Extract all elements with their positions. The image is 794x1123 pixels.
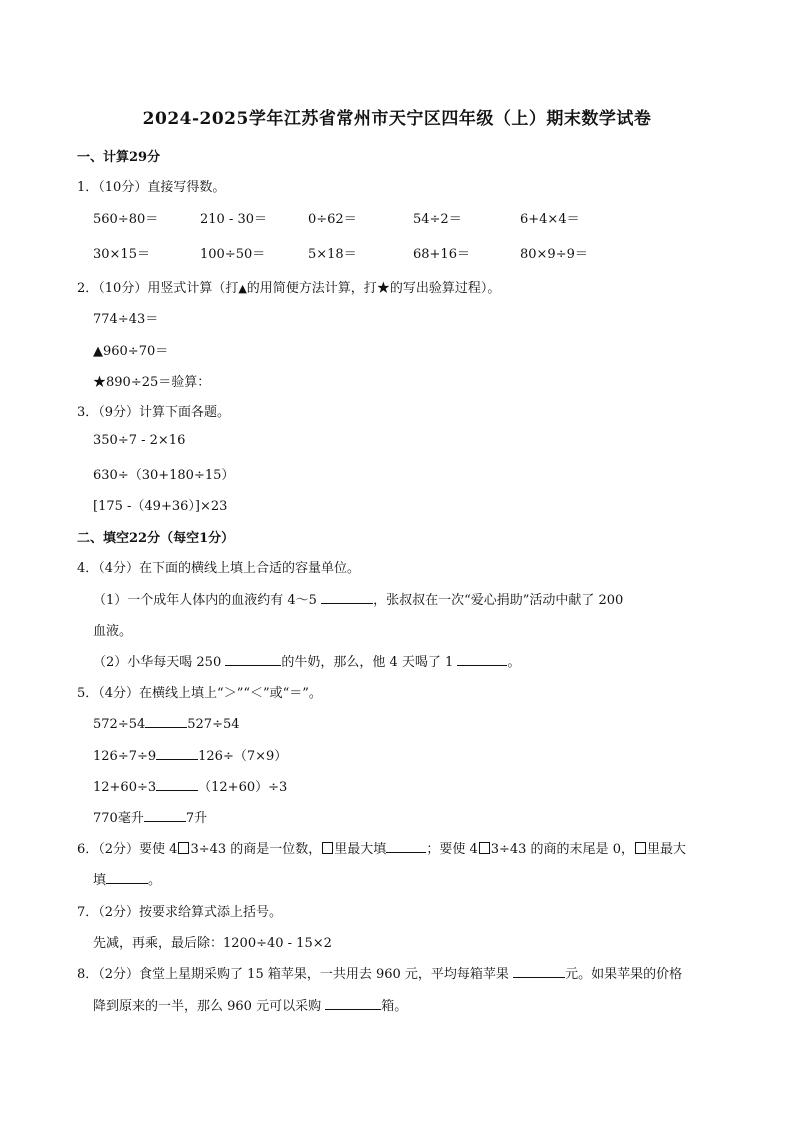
q4-part-1-cont: 血液。: [93, 624, 133, 639]
q6-text: 。: [148, 873, 162, 888]
q2-text: 的用简便方法计算，打: [246, 281, 377, 296]
q4-text: 的牛奶，那么，他 4 天喝了 1: [281, 655, 458, 670]
q2-item: ▲960÷70＝: [93, 344, 169, 359]
answer-blank[interactable]: [386, 838, 426, 853]
answer-blank[interactable]: [325, 995, 381, 1010]
q1-item: 210 - 30＝: [200, 212, 268, 227]
q6-text: 3÷43 的商的末尾是 0，: [490, 842, 634, 857]
q6-text: 6．（2分）要使 4: [77, 842, 178, 857]
q6-text: 里最大填: [334, 842, 387, 857]
question-6: [77, 838, 686, 857]
q5-left: 770毫升: [93, 811, 144, 826]
square-box-icon: [479, 842, 490, 854]
q1-item: 68+16＝: [413, 247, 470, 262]
q5-right: （12+60）÷3: [198, 780, 288, 795]
q2-text: 2．（10分）用竖式计算（打: [77, 281, 239, 296]
page-title: 2024-2025学年江苏省常州市天宁区四年级（上）期末数学试卷: [142, 109, 652, 129]
q3-item: [175 -（49+36）]×23: [93, 499, 228, 514]
q6-text: 里最大: [646, 842, 686, 857]
q5-left: 126÷7÷9: [93, 749, 157, 764]
q1-item: 30×15＝: [93, 247, 150, 262]
q1-item: 0÷62＝: [308, 212, 357, 227]
q6-text: 填: [93, 873, 107, 888]
answer-blank[interactable]: [145, 713, 187, 728]
q4-text: （1）一个成年人体内的血液约有 4～5: [93, 593, 322, 608]
square-box-icon: [178, 842, 189, 854]
q8-text: 箱。: [381, 999, 408, 1014]
q6-text: 3÷43 的商是一位数，: [190, 842, 322, 857]
question-5-heading: 5．（4分）在横线上填上“＞”“＜”或“＝”。: [77, 686, 322, 701]
q3-item: 630÷（30+180÷15）: [93, 468, 235, 483]
q5-right: 126÷（7×9）: [198, 749, 288, 764]
question-1-heading: 1．（10分）直接写得数。: [77, 180, 226, 195]
q6-text: ；要使 4: [426, 842, 478, 857]
q5-left: 572÷54: [93, 717, 146, 732]
question-8-cont: [93, 995, 407, 1014]
q2-text: 的写出验算过程）。: [389, 281, 501, 296]
q5-right: 527÷54: [187, 717, 240, 732]
question-8: [77, 963, 682, 982]
answer-blank[interactable]: [225, 651, 281, 666]
q7-expression: 先减，再乘，最后除：1200÷40 - 15×2: [93, 936, 332, 951]
q8-text: 元。如果苹果的价格: [565, 967, 683, 982]
square-box-icon: [635, 842, 646, 854]
q5-item: [93, 745, 287, 764]
q4-text: （2）小华每天喝 250: [93, 655, 226, 670]
q1-item: 80×9÷9＝: [520, 247, 588, 262]
square-box-icon: [322, 842, 333, 854]
q4-part-2: [93, 651, 520, 670]
q8-text: 降到原来的一半，那么 960 元可以采购: [93, 999, 326, 1014]
q3-item: 350÷7 - 2×16: [93, 433, 186, 448]
star-icon: ★: [376, 281, 390, 296]
question-2-heading: [77, 277, 500, 296]
q4-part-1: [93, 589, 623, 608]
question-7-heading: 7．（2分）按要求给算式添上括号。: [77, 905, 283, 920]
answer-blank[interactable]: [156, 745, 198, 760]
q1-item: 100÷50＝: [200, 247, 266, 262]
q5-item: [93, 776, 287, 795]
answer-blank[interactable]: [513, 963, 565, 978]
answer-blank[interactable]: [321, 589, 373, 604]
q5-item: [93, 713, 240, 732]
section-heading-calculation: 一、计算29分: [77, 150, 161, 165]
q8-text: 8．（2分）食堂上星期采购了 15 箱苹果，一共用去 960 元，平均每箱苹果: [77, 967, 514, 982]
triangle-icon: ▲: [238, 282, 247, 295]
question-4-heading: 4．（4分）在下面的横线上填上合适的容量单位。: [77, 561, 361, 576]
q4-text: ，张叔叔在一次“爱心捐助”活动中献了 200: [373, 593, 624, 608]
q1-item: 5×18＝: [308, 247, 357, 262]
q1-item: 6+4×4＝: [520, 212, 580, 227]
answer-blank[interactable]: [144, 807, 186, 822]
answer-blank[interactable]: [457, 651, 507, 666]
q1-item: 54÷2＝: [413, 212, 462, 227]
q1-item: 560÷80＝: [93, 212, 159, 227]
q2-item: 774÷43＝: [93, 312, 159, 327]
q5-right: 7升: [185, 811, 208, 826]
answer-blank[interactable]: [106, 869, 148, 884]
q5-left: 12+60÷3: [93, 780, 157, 795]
question-6-cont: [93, 869, 161, 888]
section-heading-fill-blank: 二、填空22分（每空1分）: [77, 531, 235, 546]
question-3-heading: 3．（9分）计算下面各题。: [77, 405, 231, 420]
answer-blank[interactable]: [156, 776, 198, 791]
q5-item: [93, 807, 207, 826]
q4-text: 。: [507, 655, 521, 670]
q2-item: ★890÷25＝验算：: [93, 375, 211, 390]
